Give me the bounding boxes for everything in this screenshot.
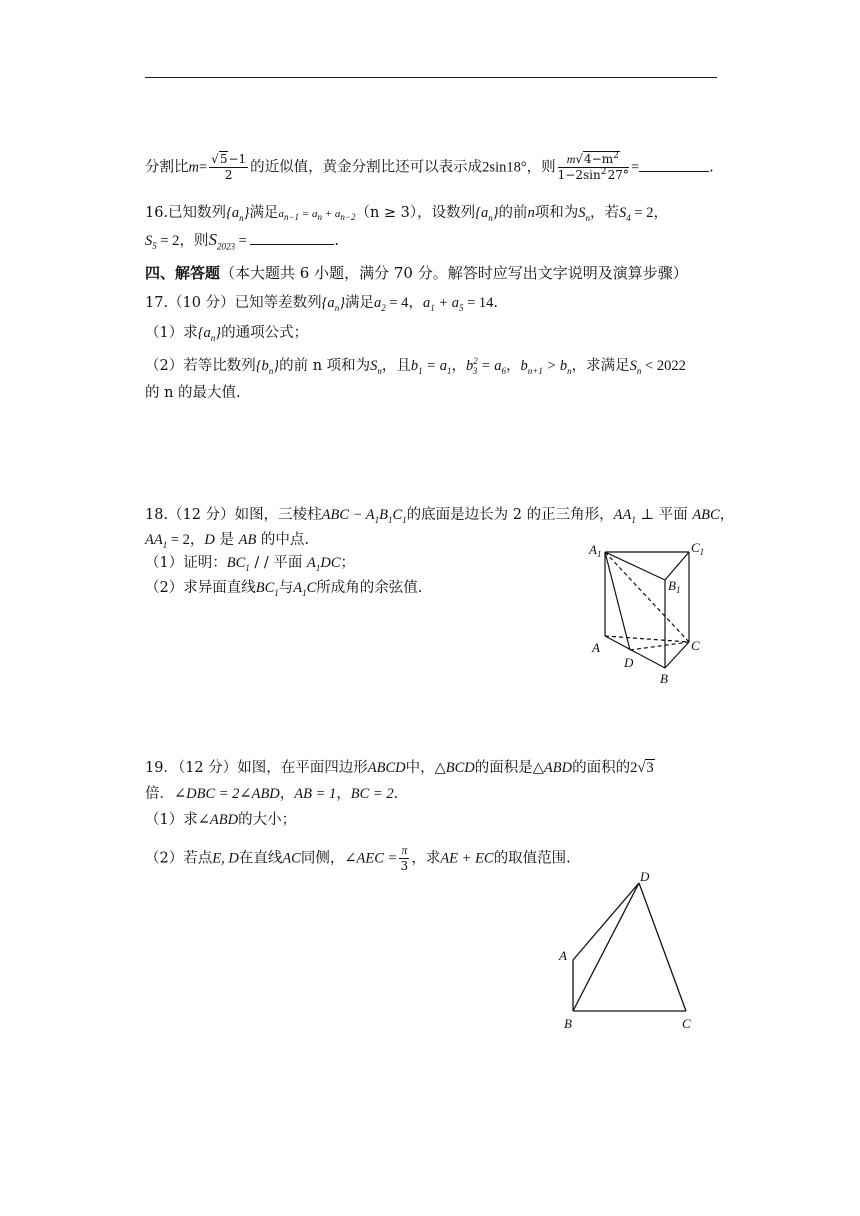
q17-part2-line2: 的 n 的最大值. — [145, 385, 241, 401]
edge-A1D — [605, 552, 630, 650]
q17-part1: （1）求$\{a_n\}$的通项公式； — [145, 325, 309, 343]
edge-DC — [639, 883, 686, 1011]
q17-part2-line1: （2）若等比数列$\{b_n\}$的前 n 项和为$S_n$，且$b_1 = a_1$，$b^2_3 = a_6$，$b_{n+1} > b_n$，求满足$S_n < 2022$ — [145, 356, 686, 376]
q19-part1: （1）求∠ABD的大小； — [145, 812, 297, 828]
edge-BC — [665, 642, 689, 668]
label-D: D — [640, 869, 650, 884]
q15-sin-expr: 2sin18° — [482, 159, 527, 176]
section4-title: 四、解答题 — [145, 264, 221, 282]
label-C: C — [682, 1016, 691, 1031]
q15-eq: = — [198, 159, 208, 176]
edge-AD — [573, 883, 639, 960]
header-rule — [145, 77, 717, 78]
q15-expression-fraction: $\frac{m√4-m^2}{1-2\sin^2 27^\circ}$ — [557, 151, 629, 182]
q16-S4: $S_4$ — [619, 205, 631, 223]
edge-AC-dashed — [605, 636, 689, 642]
q16-sum-text: 的前 — [498, 205, 528, 221]
quadrilateral-figure — [555, 866, 705, 1036]
q15-mid-text: 的近似值，黄金分割比还可以表示成 — [250, 159, 483, 176]
label-B: B — [660, 671, 668, 686]
label-A1: $A_1$ — [589, 542, 602, 559]
q15-prefix: 分割比 — [145, 159, 189, 176]
q17-head: 17.（10 分）已知等差数列$\{a_n\}$满足$a_2 = 4$，$a_1 + a_5 = 14$. — [145, 295, 499, 313]
edge-AB — [605, 636, 665, 668]
label-B: B — [564, 1016, 572, 1031]
q16-start: 16.已知数列 — [145, 205, 227, 221]
q16-if: ，若 — [590, 205, 620, 221]
section4-desc: （本大题共 6 小题，满分 70 分。解答时应写出文字说明及演算步骤） — [220, 264, 688, 282]
q15-end: . — [709, 159, 714, 176]
q16-satisfies: 满足 — [249, 205, 279, 221]
label-B1: $B_1$ — [668, 578, 681, 595]
q19-part2: （2）若点E, D在直线AC同侧，∠AEC = $\frac{\pi}{3}$ ，求AE + EC的取值范围. — [145, 843, 571, 873]
label-C1: $C_1$ — [691, 540, 705, 557]
q16-line2 — [145, 230, 339, 251]
q16-then: ，则 — [179, 233, 209, 249]
q16-n: n — [527, 205, 535, 221]
q16-S5-val: = 2 — [156, 233, 180, 249]
q15-golden-fraction: $\frac{√5-1}{2}$ — [211, 152, 247, 182]
q16-S5: $S_5$ — [145, 233, 157, 251]
q16-eq: = — [234, 233, 251, 249]
q16-S4-val: = 2， — [630, 205, 668, 221]
q18-part2: （2）求异面直线$BC_1$与$A_1C$所成角的余弦值. — [145, 580, 423, 598]
q15-tail-line: 分割比m= $\frac{√5-1}{2}$ 的近似值，黄金分割比还可以表示成2sin18°，则 $\frac{m√4-m^2}{1-2\sin^2 27^\circ}$ = . — [145, 151, 714, 182]
edge-BD — [573, 883, 639, 1011]
q16-recurrence: $a_{n-1} = a_n + a_{n-2}$ — [278, 208, 356, 223]
q17-head-text: 17.（10 分）已知等差数列 — [145, 295, 322, 311]
q15-then: ，则 — [526, 159, 556, 176]
q19-line2: 倍．∠DBC = 2∠ABD，AB = 1，BC = 2． — [145, 786, 409, 802]
q16-condition: （n ≥ 3），设数列 — [355, 205, 476, 221]
q17-cond: 满足 — [345, 295, 374, 311]
q16-answer-blank[interactable] — [250, 230, 334, 245]
q16-seq: $\{a_n\}$ — [226, 205, 250, 223]
edge-A1C-dashed — [605, 552, 689, 642]
edge-DC-dashed — [630, 642, 689, 650]
q16-end: . — [334, 233, 339, 249]
q16-seq2: $\{a_n\}$ — [475, 205, 499, 223]
prism-figure — [585, 538, 715, 688]
q16-sum-text2: 项和为 — [534, 205, 579, 221]
edge-B1C1 — [665, 552, 689, 580]
q18-line2: $AA_1 = 2$，D 是 AB 的中点. — [145, 532, 310, 550]
q16-S: S — [578, 205, 586, 221]
label-D: D — [624, 655, 634, 670]
q15-answer-blank[interactable] — [639, 157, 709, 172]
section4-heading — [145, 263, 688, 284]
label-C: C — [691, 638, 700, 653]
q18-head: 18.（12 分）如图，三棱柱ABC − $A_1B_1C_1$的底面是边长为 2 的正三角形，$AA_1$ ⊥ 平面 ABC， — [145, 507, 735, 525]
label-A: A — [559, 948, 567, 963]
q19-head: 19．（12 分）如图，在平面四边形ABCD中，△BCD的面积是△ABD的面积的2√3 — [145, 760, 654, 776]
q15-m: m — [188, 159, 199, 176]
edge-A1B1 — [605, 552, 665, 580]
q16-line1: 16.已知数列$\{a_n\}$满足$a_{n-1} = a_n + a_{n-2}(n \ge 3)$，设数列$\{a_n\}$的前n项和为$S_n$，若$S_4 = 2$， — [145, 205, 668, 223]
q18-part1: （1）证明：$BC_1$ / / 平面 $A_1DC$； — [145, 555, 355, 573]
label-A: A — [592, 640, 600, 655]
q16-S2023: $S_{2023}$ — [208, 230, 235, 252]
